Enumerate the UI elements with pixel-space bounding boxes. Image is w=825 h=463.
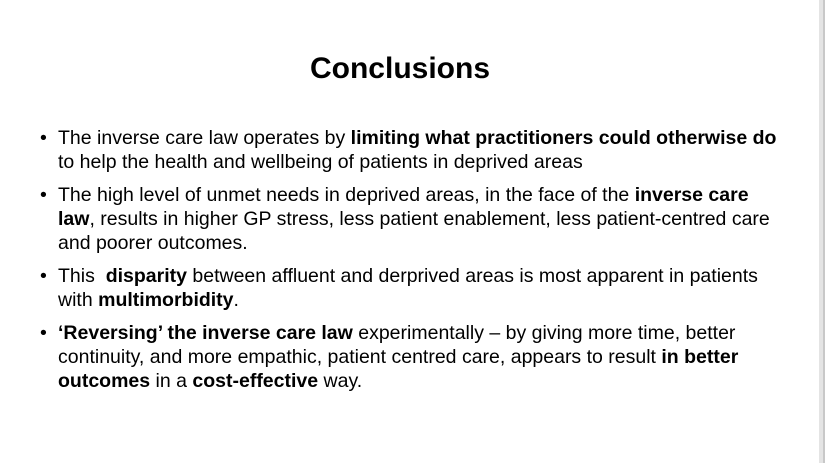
window-scrollbar[interactable] <box>819 0 823 463</box>
bullet-text: The high level of unmet needs in deprived areas, in the face of the inverse care law, results in higher GP stress, less patient enablement, less patient-centred care and poorer outcomes. <box>58 184 770 254</box>
bullet-item <box>40 264 780 312</box>
bullet-item <box>40 126 780 174</box>
bullet-text: ‘Reversing’ the inverse care law experimentally – by giving more time, better continuity, and more empathic, patient centred care, appears to result in better outcomes in a cost-effective way. <box>58 322 739 392</box>
bullet-marker: • <box>40 322 47 344</box>
bullet-marker: • <box>40 127 47 149</box>
bullet-marker: • <box>40 265 47 287</box>
bullet-item <box>40 321 780 393</box>
slide-title: Conclusions <box>309 52 490 85</box>
bullet-marker: • <box>40 184 47 206</box>
bullet-text: This disparity between affluent and derprived areas is most apparent in patients with multimorbidity. <box>58 265 758 311</box>
bullet-list <box>40 126 780 402</box>
bullet-text: The inverse care law operates by limiting what practitioners could otherwise do to help the health and wellbeing of patients in deprived areas <box>58 127 777 173</box>
bullet-item <box>40 183 780 255</box>
